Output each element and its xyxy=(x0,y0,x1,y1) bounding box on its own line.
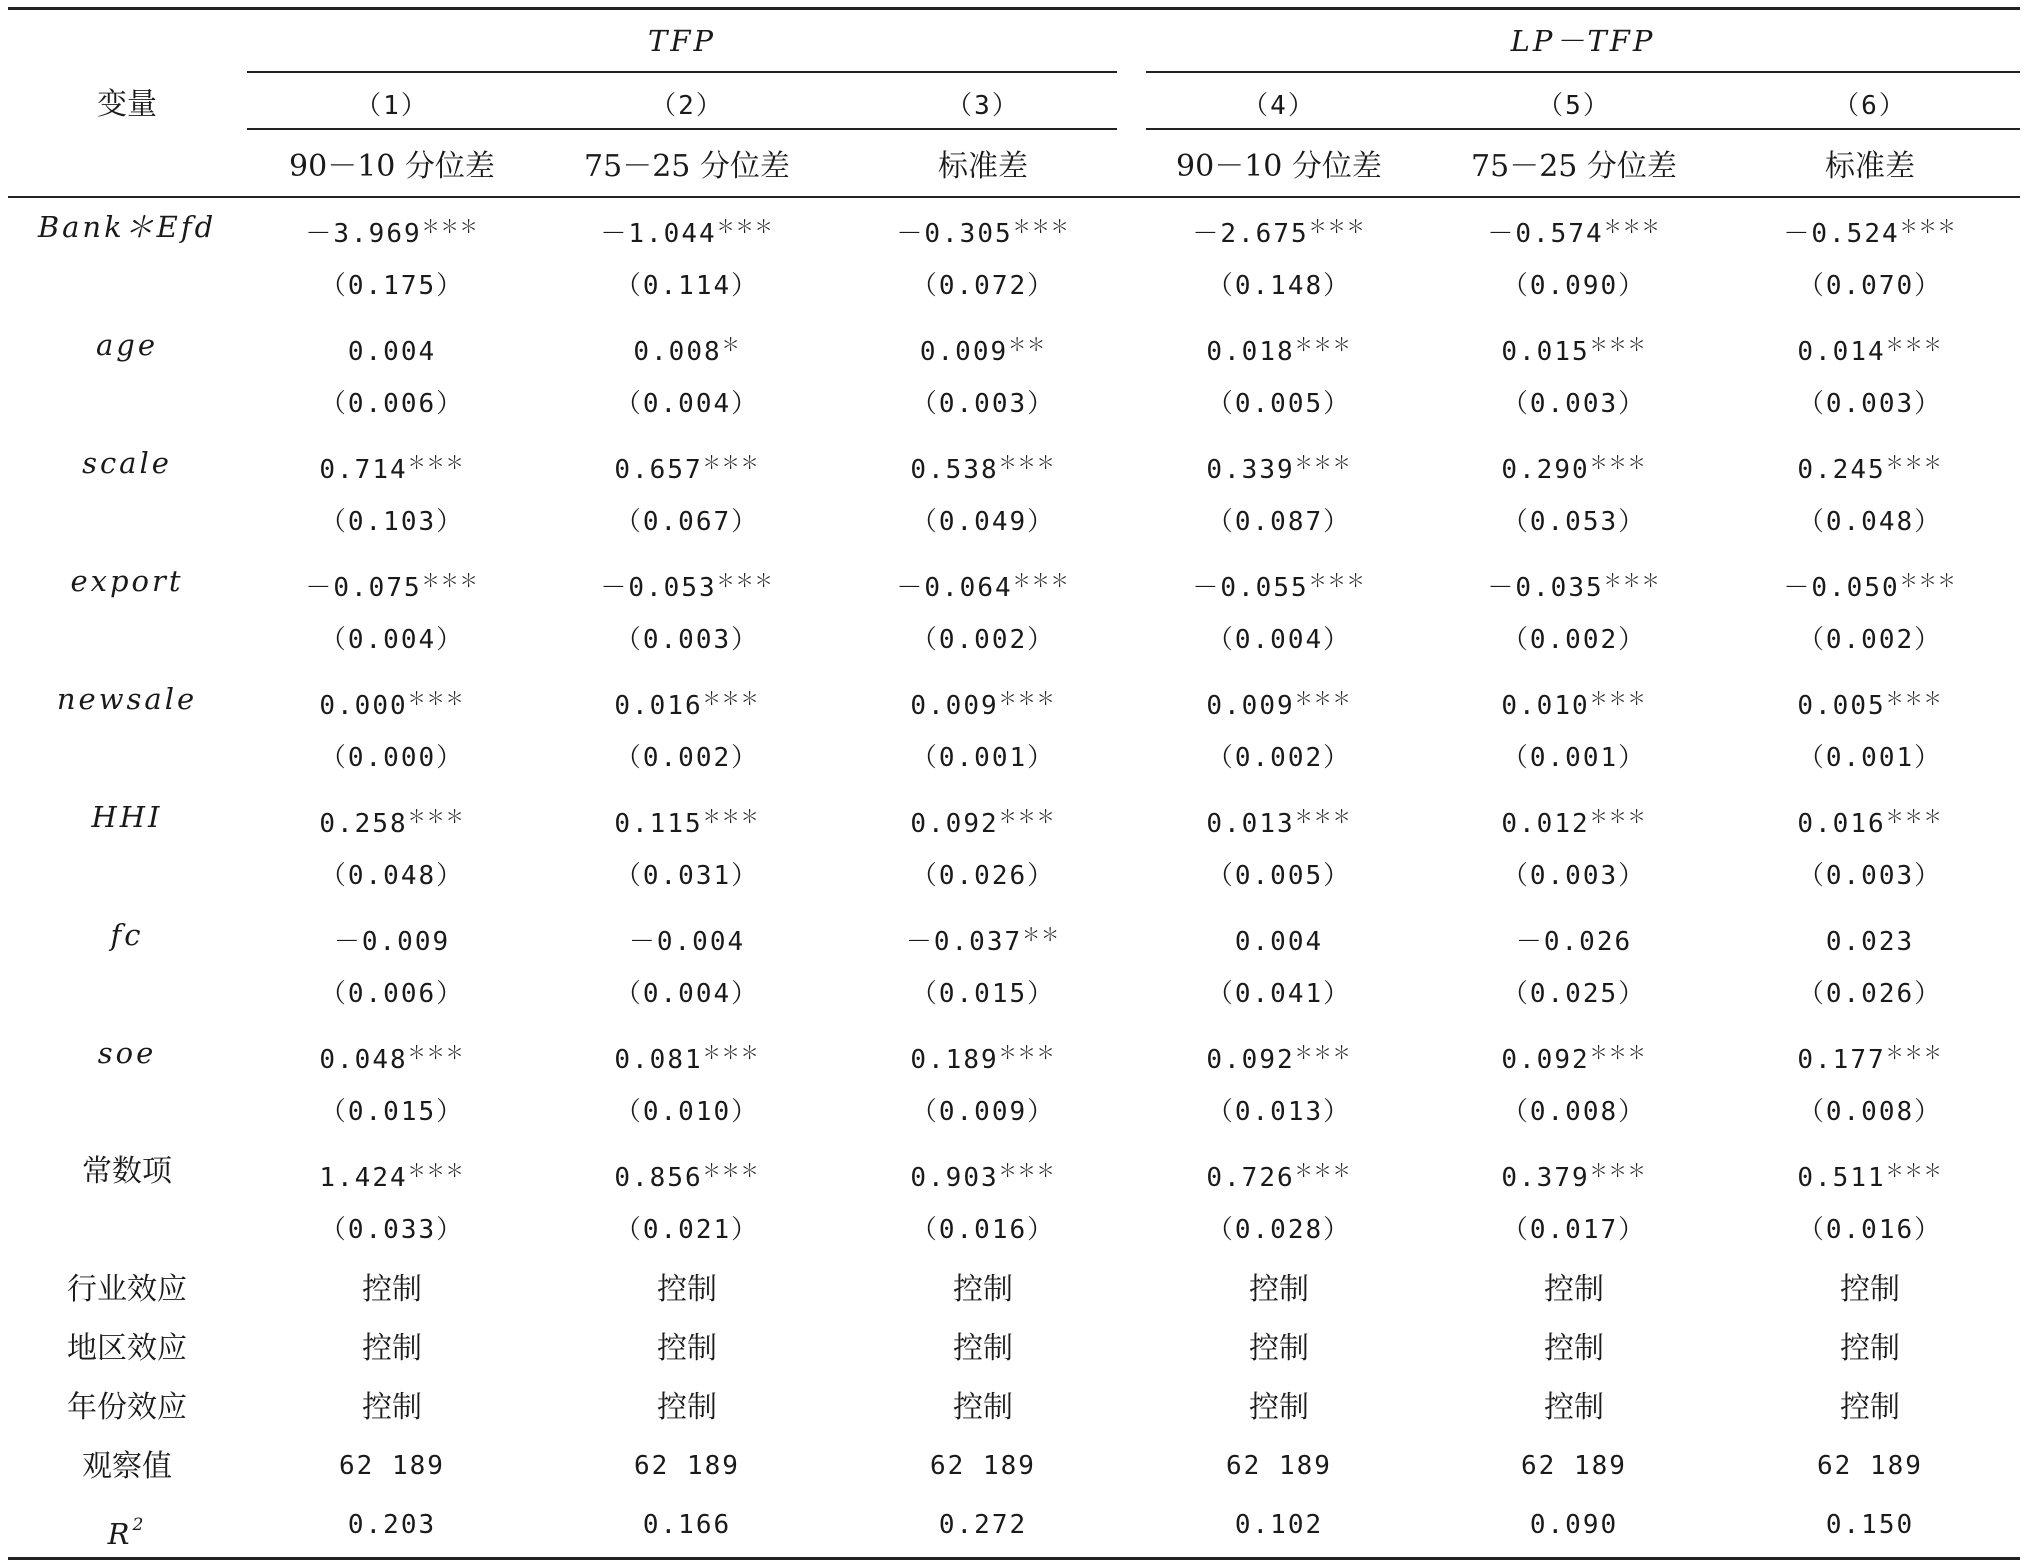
coefficient-cell xyxy=(1730,198,2010,257)
coefficient-value: 0.092 xyxy=(910,809,999,839)
significance-stars: ＊＊＊ xyxy=(1885,689,1943,710)
coefficient-value: 0.081 xyxy=(614,1045,703,1075)
coefficient-value: 0.004 xyxy=(347,337,437,367)
coefficient-value: －1.044 xyxy=(600,219,717,249)
standard-error-cell: （0.006） xyxy=(319,979,465,1009)
coefficient-cell xyxy=(252,552,532,611)
standard-error-cell: （0.008） xyxy=(1797,1097,1943,1127)
footer-cell: 62 189 xyxy=(930,1451,1036,1481)
standard-error-cell: （0.015） xyxy=(319,1097,465,1127)
standard-error-cell: （0.072） xyxy=(910,271,1056,301)
significance-stars: ＊＊＊ xyxy=(1589,335,1647,356)
standard-error-cell: （0.002） xyxy=(1797,625,1943,655)
column-measure: 标准差 xyxy=(1825,149,1915,184)
significance-stars: ＊＊＊ xyxy=(702,453,760,474)
footer-row-label: 行业效应 xyxy=(67,1272,187,1307)
r-squared-symbol: R xyxy=(107,1517,133,1551)
significance-stars: ＊＊＊ xyxy=(1885,335,1943,356)
standard-error-cell: （0.003） xyxy=(1501,861,1647,891)
standard-error-cell: （0.003） xyxy=(614,625,760,655)
standard-error-cell: （0.015） xyxy=(910,979,1056,1009)
coefficient-cell xyxy=(1139,1142,1419,1201)
coefficient-value: －0.026 xyxy=(1515,927,1633,957)
coefficient-value: －0.064 xyxy=(896,573,1013,603)
coefficient-cell xyxy=(547,552,827,611)
coefficient-cell xyxy=(843,788,1123,847)
coefficient-value: 0.726 xyxy=(1206,1163,1295,1193)
coefficient-value: 0.290 xyxy=(1501,455,1590,485)
significance-stars: ＊＊＊ xyxy=(1589,1161,1647,1182)
significance-stars: ＊＊＊ xyxy=(407,807,465,828)
standard-error-cell: （0.017） xyxy=(1501,1215,1647,1245)
coefficient-value: 0.092 xyxy=(1206,1045,1295,1075)
footer-cell: 控制 xyxy=(1544,1272,1604,1307)
footer-cell: 62 189 xyxy=(1817,1451,1923,1481)
standard-error-cell: （0.048） xyxy=(1797,507,1943,537)
standard-error-cell: （0.103） xyxy=(319,507,465,537)
significance-stars: ＊＊＊ xyxy=(407,1043,465,1064)
coefficient-value: －0.037 xyxy=(905,927,1023,957)
coefficient-value: 0.016 xyxy=(614,691,703,721)
coefficient-value: －0.009 xyxy=(333,927,451,957)
coefficient-value: 0.092 xyxy=(1501,1045,1590,1075)
footer-cell: 62 189 xyxy=(1521,1451,1627,1481)
coefficient-value: －2.675 xyxy=(1192,219,1309,249)
significance-stars: ＊＊＊ xyxy=(1308,217,1366,238)
coefficient-cell xyxy=(252,198,532,257)
coefficient-value: 0.014 xyxy=(1797,337,1886,367)
coefficient-value: －0.574 xyxy=(1487,219,1604,249)
significance-stars: ＊＊＊ xyxy=(1589,689,1647,710)
footer-cell: 控制 xyxy=(657,1272,717,1307)
standard-error-cell: （0.067） xyxy=(614,507,760,537)
coefficient-value: 0.010 xyxy=(1501,691,1590,721)
standard-error-cell: （0.016） xyxy=(910,1215,1056,1245)
coefficient-value: －0.004 xyxy=(628,927,746,957)
coefficient-cell xyxy=(843,1024,1123,1083)
standard-error-cell: （0.003） xyxy=(1501,389,1647,419)
significance-stars: ＊＊＊ xyxy=(998,1043,1056,1064)
coefficient-value: 0.000 xyxy=(319,691,408,721)
bottom-rule xyxy=(8,1557,2020,1560)
coefficient-cell xyxy=(1139,1024,1419,1083)
row-label: 常数项 xyxy=(82,1154,172,1189)
coefficient-cell xyxy=(547,788,827,847)
coefficient-value: 0.511 xyxy=(1797,1163,1886,1193)
significance-stars: ＊＊＊ xyxy=(716,217,774,238)
row-label: export xyxy=(70,564,184,598)
footer-row-label: 观察值 xyxy=(82,1449,172,1484)
standard-error-cell: （0.004） xyxy=(614,389,760,419)
significance-stars: ＊＊＊ xyxy=(998,1161,1056,1182)
standard-error-cell: （0.013） xyxy=(1206,1097,1352,1127)
coefficient-cell xyxy=(1434,906,1714,965)
standard-error-cell: （0.041） xyxy=(1206,979,1352,1009)
coefficient-value: 0.023 xyxy=(1825,927,1915,957)
row-label: age xyxy=(95,328,158,362)
footer-cell: 控制 xyxy=(953,1390,1013,1425)
significance-stars: ＊＊＊ xyxy=(1012,571,1070,592)
r-squared-cell: 0.203 xyxy=(347,1510,437,1540)
significance-stars: ＊＊＊ xyxy=(1294,335,1352,356)
coefficient-cell xyxy=(547,1024,827,1083)
coefficient-cell xyxy=(547,198,827,257)
row-label: soe xyxy=(97,1036,157,1070)
coefficient-value: 0.009 xyxy=(1206,691,1295,721)
footer-cell: 控制 xyxy=(1840,1390,1900,1425)
coefficient-value: 1.424 xyxy=(319,1163,408,1193)
footer-cell: 控制 xyxy=(1249,1272,1309,1307)
row-label: fc xyxy=(110,918,144,952)
coefficient-value: 0.339 xyxy=(1206,455,1295,485)
coefficient-cell xyxy=(843,434,1123,493)
coefficient-cell xyxy=(252,670,532,729)
standard-error-cell: （0.028） xyxy=(1206,1215,1352,1245)
significance-stars: ＊＊＊ xyxy=(1885,807,1943,828)
standard-error-cell: （0.033） xyxy=(319,1215,465,1245)
footer-row-label: 地区效应 xyxy=(67,1331,187,1366)
footer-cell: 控制 xyxy=(657,1331,717,1366)
coefficient-value: 0.012 xyxy=(1501,809,1590,839)
column-number: （4） xyxy=(1242,91,1316,121)
coefficient-cell xyxy=(843,906,1123,965)
significance-stars: ＊＊＊ xyxy=(702,807,760,828)
coefficient-cell xyxy=(1139,198,1419,257)
footer-cell: 控制 xyxy=(1249,1390,1309,1425)
row-label: scale xyxy=(82,446,172,480)
significance-stars: ＊＊＊ xyxy=(1885,1161,1943,1182)
coefficient-cell xyxy=(1139,316,1419,375)
coefficient-value: 0.115 xyxy=(614,809,703,839)
significance-stars: ＊＊＊ xyxy=(407,689,465,710)
significance-stars: ＊ xyxy=(721,335,741,356)
footer-cell: 控制 xyxy=(362,1272,422,1307)
row-label: HHI xyxy=(91,800,163,834)
significance-stars: ＊＊＊ xyxy=(1899,571,1957,592)
significance-stars: ＊＊＊ xyxy=(407,1161,465,1182)
column-number: （2） xyxy=(650,91,724,121)
coefficient-cell xyxy=(252,1024,532,1083)
footer-cell: 62 189 xyxy=(634,1451,740,1481)
significance-stars: ＊＊ xyxy=(1008,335,1047,356)
coefficient-value: 0.903 xyxy=(910,1163,999,1193)
standard-error-cell: （0.010） xyxy=(614,1097,760,1127)
group-underline-lptfp xyxy=(1146,71,2020,73)
variable-header: 变量 xyxy=(97,87,157,122)
significance-stars: ＊＊＊ xyxy=(716,571,774,592)
standard-error-cell: （0.026） xyxy=(910,861,1056,891)
coefficient-cell xyxy=(252,434,532,493)
group-underline-tfp xyxy=(247,71,1117,73)
standard-error-cell: （0.175） xyxy=(319,271,465,301)
r-squared-cell: 0.090 xyxy=(1529,1510,1619,1540)
coefficient-value: 0.538 xyxy=(910,455,999,485)
coefficient-value: －0.050 xyxy=(1783,573,1900,603)
standard-error-cell: （0.002） xyxy=(910,625,1056,655)
coefficient-value: 0.714 xyxy=(319,455,408,485)
footer-cell: 控制 xyxy=(1544,1331,1604,1366)
column-number: （6） xyxy=(1833,91,1907,121)
footer-cell: 控制 xyxy=(1544,1390,1604,1425)
footer-cell: 控制 xyxy=(1840,1272,1900,1307)
standard-error-cell: （0.025） xyxy=(1501,979,1647,1009)
standard-error-cell: （0.004） xyxy=(614,979,760,1009)
standard-error-cell: （0.053） xyxy=(1501,507,1647,537)
coefficient-cell xyxy=(1434,1024,1714,1083)
coefficient-cell xyxy=(1434,434,1714,493)
significance-stars: ＊＊＊ xyxy=(407,453,465,474)
coefficient-cell xyxy=(252,1142,532,1201)
coefficient-value: 0.009 xyxy=(910,691,999,721)
significance-stars: ＊＊＊ xyxy=(998,689,1056,710)
footer-cell: 控制 xyxy=(953,1331,1013,1366)
significance-stars: ＊＊＊ xyxy=(1885,1043,1943,1064)
standard-error-cell: （0.002） xyxy=(1206,743,1352,773)
r-squared-cell: 0.102 xyxy=(1234,1510,1324,1540)
footer-cell: 控制 xyxy=(953,1272,1013,1307)
r-squared-cell: 0.166 xyxy=(642,1510,732,1540)
row-label: Bank＊Efd xyxy=(37,210,217,244)
footer-cell: 控制 xyxy=(362,1331,422,1366)
coefficient-cell xyxy=(1434,198,1714,257)
standard-error-cell: （0.006） xyxy=(319,389,465,419)
footer-cell: 62 189 xyxy=(339,1451,445,1481)
coefficient-value: 0.004 xyxy=(1234,927,1324,957)
standard-error-cell: （0.001） xyxy=(1797,743,1943,773)
coefficient-value: 0.008 xyxy=(633,337,722,367)
coefficient-value: 0.015 xyxy=(1501,337,1590,367)
coefficient-cell xyxy=(1434,670,1714,729)
coefficient-value: 0.245 xyxy=(1797,455,1886,485)
significance-stars: ＊＊＊ xyxy=(1885,453,1943,474)
coefficient-cell xyxy=(1730,670,2010,729)
significance-stars: ＊＊＊ xyxy=(1294,1161,1352,1182)
column-measure: 75－25 分位差 xyxy=(1471,149,1677,184)
coefficient-cell xyxy=(1730,316,2010,375)
significance-stars: ＊＊＊ xyxy=(421,571,479,592)
standard-error-cell: （0.087） xyxy=(1206,507,1352,537)
r-squared-exponent: 2 xyxy=(132,1515,147,1535)
coefficient-value: －0.053 xyxy=(600,573,717,603)
significance-stars: ＊＊＊ xyxy=(1603,571,1661,592)
standard-error-cell: （0.005） xyxy=(1206,389,1352,419)
coefficient-value: 0.657 xyxy=(614,455,703,485)
coefficient-cell xyxy=(547,906,827,965)
standard-error-cell: （0.048） xyxy=(319,861,465,891)
coefficient-cell xyxy=(252,316,532,375)
coefficient-cell xyxy=(1139,434,1419,493)
standard-error-cell: （0.000） xyxy=(319,743,465,773)
significance-stars: ＊＊＊ xyxy=(998,807,1056,828)
coefficient-value: －0.524 xyxy=(1783,219,1900,249)
standard-error-cell: （0.004） xyxy=(1206,625,1352,655)
significance-stars: ＊＊＊ xyxy=(1589,453,1647,474)
footer-row-label: 年份效应 xyxy=(67,1390,187,1425)
standard-error-cell: （0.003） xyxy=(910,389,1056,419)
top-rule xyxy=(8,7,2020,10)
significance-stars: ＊＊＊ xyxy=(1308,571,1366,592)
coefficient-value: －3.969 xyxy=(305,219,422,249)
standard-error-cell: （0.090） xyxy=(1501,271,1647,301)
standard-error-cell: （0.004） xyxy=(319,625,465,655)
coefficient-cell xyxy=(843,1142,1123,1201)
coefficient-value: 0.189 xyxy=(910,1045,999,1075)
standard-error-cell: （0.009） xyxy=(910,1097,1056,1127)
significance-stars: ＊＊＊ xyxy=(702,689,760,710)
standard-error-cell: （0.049） xyxy=(910,507,1056,537)
coefficient-cell xyxy=(843,552,1123,611)
coefficient-value: －0.075 xyxy=(305,573,422,603)
standard-error-cell: （0.114） xyxy=(614,271,760,301)
coefficient-cell xyxy=(1730,906,2010,965)
column-measure: 75－25 分位差 xyxy=(584,149,790,184)
standard-error-cell: （0.026） xyxy=(1797,979,1943,1009)
coefficient-cell xyxy=(547,670,827,729)
column-measure: 90－10 分位差 xyxy=(289,149,495,184)
coefficient-cell xyxy=(1434,788,1714,847)
coefficient-cell xyxy=(1730,434,2010,493)
column-number: （5） xyxy=(1537,91,1611,121)
coefficient-value: 0.258 xyxy=(319,809,408,839)
significance-stars: ＊＊＊ xyxy=(1294,453,1352,474)
footer-cell: 控制 xyxy=(362,1390,422,1425)
coefficient-cell xyxy=(1139,670,1419,729)
significance-stars: ＊＊＊ xyxy=(1603,217,1661,238)
footer-cell: 控制 xyxy=(1249,1331,1309,1366)
coefficient-cell xyxy=(843,670,1123,729)
standard-error-cell: （0.002） xyxy=(1501,625,1647,655)
significance-stars: ＊＊＊ xyxy=(1589,1043,1647,1064)
standard-error-cell: （0.031） xyxy=(614,861,760,891)
coefficient-value: －0.035 xyxy=(1487,573,1604,603)
significance-stars: ＊＊＊ xyxy=(1294,1043,1352,1064)
coefficient-cell xyxy=(1139,788,1419,847)
standard-error-cell: （0.016） xyxy=(1797,1215,1943,1245)
coefficient-cell xyxy=(1730,552,2010,611)
coefficient-cell xyxy=(547,1142,827,1201)
coefficient-value: －0.055 xyxy=(1192,573,1309,603)
standard-error-cell: （0.005） xyxy=(1206,861,1352,891)
group-header-tfp: TFP xyxy=(648,24,716,58)
coefficient-cell xyxy=(252,906,532,965)
coefficient-value: 0.016 xyxy=(1797,809,1886,839)
regression-table xyxy=(8,0,2020,1568)
coefficient-value: 0.856 xyxy=(614,1163,703,1193)
coefficient-value: 0.005 xyxy=(1797,691,1886,721)
standard-error-cell: （0.070） xyxy=(1797,271,1943,301)
significance-stars: ＊＊ xyxy=(1022,925,1061,946)
coefficient-cell xyxy=(1434,552,1714,611)
standard-error-cell: （0.003） xyxy=(1797,389,1943,419)
r-squared-cell: 0.150 xyxy=(1825,1510,1915,1540)
r-squared-cell: 0.272 xyxy=(938,1510,1028,1540)
column-number: （1） xyxy=(355,91,429,121)
coefficient-value: 0.018 xyxy=(1206,337,1295,367)
row-label: newsale xyxy=(56,682,198,716)
coefficient-value: 0.009 xyxy=(919,337,1009,367)
footer-cell: 62 189 xyxy=(1226,1451,1332,1481)
standard-error-cell: （0.001） xyxy=(1501,743,1647,773)
standard-error-cell: （0.003） xyxy=(1797,861,1943,891)
footer-cell: 控制 xyxy=(1840,1331,1900,1366)
coefficient-cell xyxy=(1434,1142,1714,1201)
standard-error-cell: （0.001） xyxy=(910,743,1056,773)
standard-error-cell: （0.148） xyxy=(1206,271,1352,301)
coefficient-cell xyxy=(547,434,827,493)
coefficient-cell xyxy=(1434,316,1714,375)
standard-error-cell: （0.021） xyxy=(614,1215,760,1245)
significance-stars: ＊＊＊ xyxy=(1294,689,1352,710)
coefficient-cell xyxy=(843,198,1123,257)
coefficient-value: 0.177 xyxy=(1797,1045,1886,1075)
significance-stars: ＊＊＊ xyxy=(421,217,479,238)
coefficient-value: 0.379 xyxy=(1501,1163,1590,1193)
coefficient-cell xyxy=(1730,1142,2010,1201)
significance-stars: ＊＊＊ xyxy=(1589,807,1647,828)
coefficient-value: 0.048 xyxy=(319,1045,408,1075)
significance-stars: ＊＊＊ xyxy=(1294,807,1352,828)
coefficient-cell xyxy=(1139,906,1419,965)
coefficient-value: 0.013 xyxy=(1206,809,1295,839)
footer-cell: 控制 xyxy=(657,1390,717,1425)
coefficient-cell xyxy=(843,316,1123,375)
coefficient-cell xyxy=(1730,788,2010,847)
coefficient-value: －0.305 xyxy=(896,219,1013,249)
standard-error-cell: （0.008） xyxy=(1501,1097,1647,1127)
coefficient-cell xyxy=(252,788,532,847)
coefficient-cell xyxy=(1139,552,1419,611)
coefficient-cell xyxy=(1730,1024,2010,1083)
column-measure: 90－10 分位差 xyxy=(1176,149,1382,184)
column-measure: 标准差 xyxy=(938,149,1028,184)
group-header-lptfp: LP－TFP xyxy=(1510,24,1656,58)
significance-stars: ＊＊＊ xyxy=(1012,217,1070,238)
r-squared-label xyxy=(17,1496,237,1555)
column-number: （3） xyxy=(946,91,1020,121)
significance-stars: ＊＊＊ xyxy=(702,1161,760,1182)
coefficient-cell xyxy=(547,316,827,375)
standard-error-cell: （0.002） xyxy=(614,743,760,773)
significance-stars: ＊＊＊ xyxy=(1899,217,1957,238)
significance-stars: ＊＊＊ xyxy=(998,453,1056,474)
significance-stars: ＊＊＊ xyxy=(702,1043,760,1064)
